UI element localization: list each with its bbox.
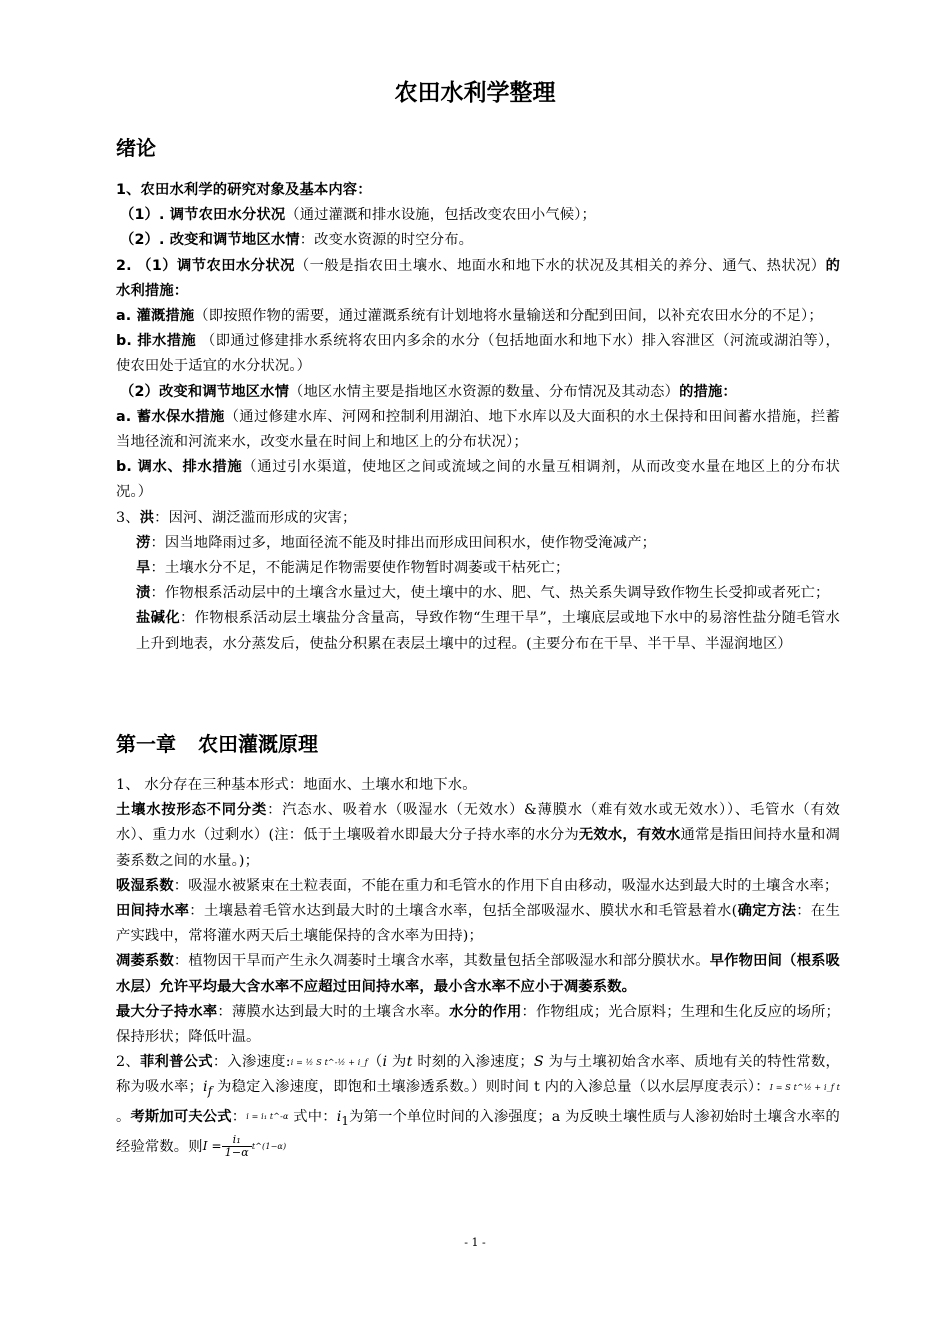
philip-formula: i = ½ S t^-½ + i_f: [290, 1057, 368, 1067]
kostiakov-formula: i = i₁ t^-α: [246, 1112, 289, 1121]
intro-paragraph: 盐碱化：作物根系活动层土壤盐分含量高，导致作物“生理干旱”，土壤底层或地下水中的易溶性盐分随毛管水上升到地表，水分蒸发后，使盐分积累在表层土壤中的过程。(主要分布在干旱、半干旱、半湿润地区）: [136, 610, 841, 652]
chapter-heading: 第一章 农田灌溉原理: [116, 732, 318, 756]
section-heading-intro: 绪论: [116, 136, 156, 160]
intro-paragraph: 旱：土壤水分不足，不能满足作物需要使作物暂时凋萎或干枯死亡；: [136, 560, 570, 577]
intro-paragraph: b. 调水、排水措施（通过引水渠道，使地区之间或流域之间的水量互相调剂，从而改变水量在地区上的分布状况。）: [116, 459, 840, 501]
chapter1-paragraph: 土壤水按形态不同分类：汽态水、吸着水（吸湿水（无效水）&薄膜水（难有效水或无效水））、毛管水（有效水）、重力水（过剩水）(注：低于土壤吸着水即最大分子持水率的水分为无效水，有效水通常是指田间持水量和凋萎系数之间的水量。)；: [116, 802, 841, 869]
page-number: - 1 -: [464, 1236, 486, 1249]
intro-paragraph: （2）改变和调节地区水情（地区水情主要是指地区水资源的数量、分布情况及其动态）的措施：: [120, 383, 737, 400]
intro-paragraph: b. 排水措施 （即通过修建排水系统将农田内多余的水分（包括地面水和地下水）排入容泄区（河流或湖泊等），使农田处于适宜的水分状况。）: [116, 333, 841, 375]
chapter1-paragraph: 最大分子持水率：薄膜水达到最大时的土壤含水率。水分的作用：作物组成；光合原料；生理和生化反应的场所；保持形状；降低叶温。: [116, 1003, 840, 1046]
kostiakov-total-formula: I = $\frac{\text{i₁}}{1-\alpha}$ t^(1−α): [202, 1132, 287, 1159]
chapter1-paragraph: 凋萎系数：植物因干旱而产生永久凋萎时土壤含水率，其数量包括全部吸湿水和部分膜状水。早作物田间（根系吸水层）允许平均最大含水率不应超过田间持水率，最小含水率不应小于凋萎系数。: [116, 953, 840, 995]
intro-paragraph: 3、洪：因河、湖泛滥而形成的灾害；: [116, 509, 357, 526]
intro-paragraph: （1）. 调节农田水分状况（通过灌溉和排水设施，包括改变农田小气候）；: [120, 207, 596, 224]
intro-paragraph: 1、农田水利学的研究对象及基本内容：: [116, 182, 372, 198]
intro-paragraph: a. 灌溉措施（即按照作物的需要，通过灌溉系统有计划地将水量输送和分配到田间，以补充农田水分的不足）；: [116, 308, 823, 325]
document-title: 农田水利学整理: [394, 80, 556, 106]
chapter1-body: [116, 773, 840, 1160]
chapter1-paragraph: 1、 水分存在三种基本形式：地面水、土壤水和地下水。: [116, 777, 477, 793]
chapter1-paragraph: 吸湿系数：吸湿水被紧束在土粒表面，不能在重力和毛管水的作用下自由移动，吸湿水达到最大时的土壤含水率；: [116, 877, 839, 894]
intro-paragraph: （2）. 改变和调节地区水情：改变水资源的时空分布。: [120, 232, 474, 249]
intro-paragraph: 2. （1）调节农田水分状况（一般是指农田土壤水、地面水和地下水的状况及其相关的养分、通气、热状况）的水利措施：: [116, 257, 841, 299]
chapter1-paragraph: 田间持水率：土壤悬着毛管水达到最大时的土壤含水率，包括全部吸湿水、膜状水和毛管悬着水(确定方法：在生产实践中，常将灌水两天后土壤能保持的含水率为田持)；: [116, 903, 841, 945]
intro-paragraph: 渍：作物根系活动层中的土壤含水量过大，使土壤中的水、肥、气、热关系失调导致作物生长受抑或者死亡；: [136, 585, 830, 602]
infiltration-total-formula: I = S t^½ + i_f t: [769, 1082, 841, 1092]
intro-body: [116, 178, 840, 657]
intro-paragraph: 涝：因当地降雨过多，地面径流不能及时排出而形成田间积水，使作物受淹减产；: [136, 534, 657, 551]
intro-paragraph: a. 蓄水保水措施（通过修建水库、河网和控制利用湖泊、地下水库以及大面积的水土保持和田间蓄水措施，拦蓄当地径流和河流来水，改变水量在时间上和地区上的分布状况）；: [116, 408, 841, 451]
chapter1-paragraph: 2、菲利普公式：入渗速度:i = ½ S t^-½ + i_f（i 为t 时刻的入渗速度；S 为与土壤初始含水率、质地有关的特性常数，称为吸水率；$i_f$ 为稳定入渗速度，即饱和土壤渗透系数。）则时间 t 内的入渗总量（以水层厚度表示）：I = S t^½ + i_f t。考斯加可夫公式：i = i₁ t^-α 式中：$i_1$为第一个单位时间的入渗强度；a 为反映土壤性质与人渗初始时土壤含水率的经验常数。则I = $\frac{\text{i₁}}{1-\alpha}$ t^(1−α): [116, 1054, 841, 1159]
